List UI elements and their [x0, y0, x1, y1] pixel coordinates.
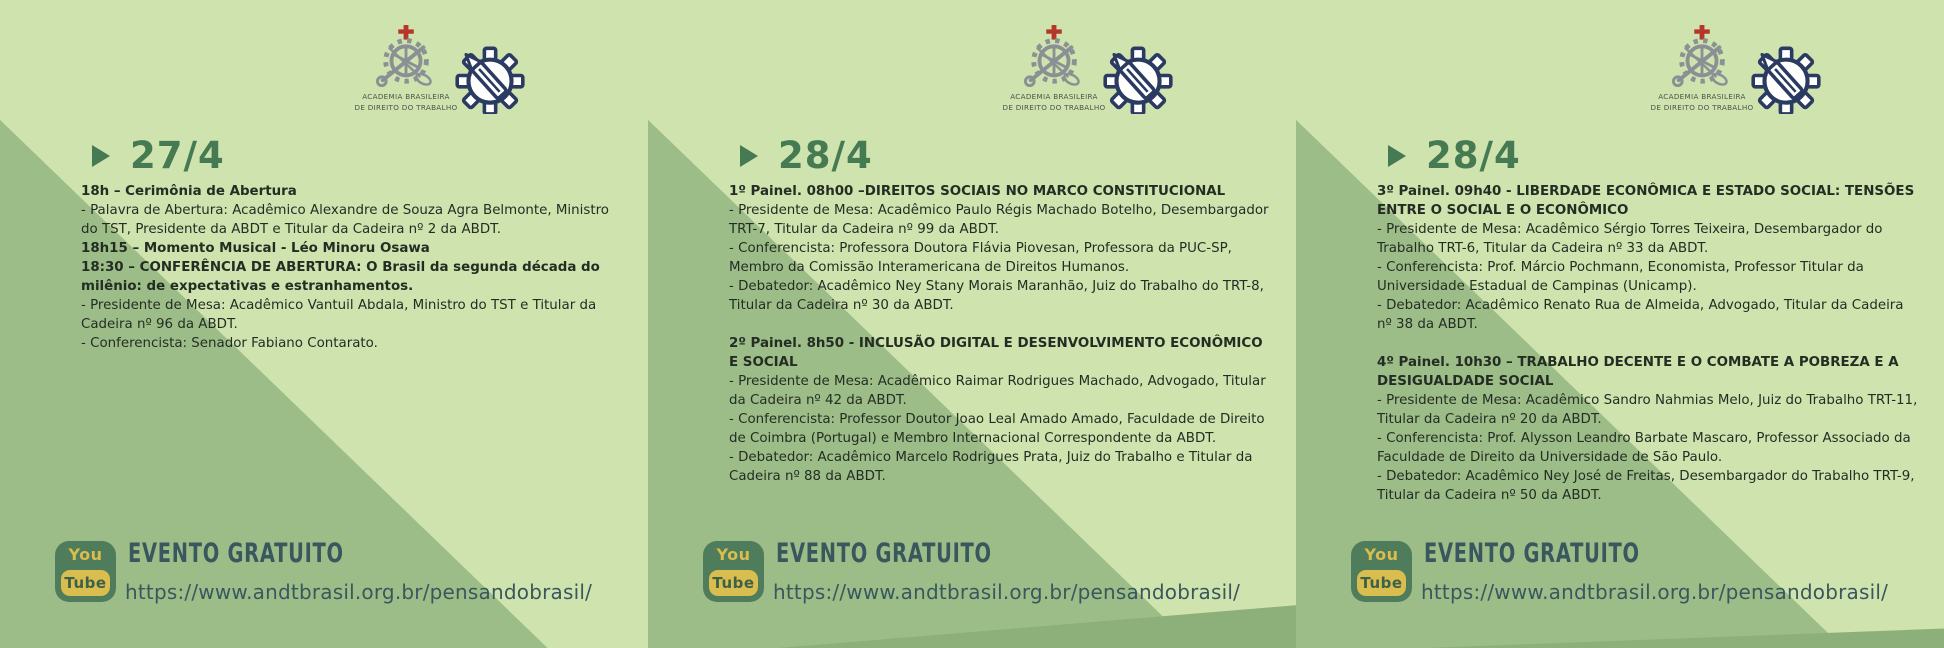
- agenda-list: [1377, 182, 1918, 505]
- logo-header: [1296, 0, 1944, 130]
- gear-wrench-scales-seal-icon: [1023, 24, 1085, 90]
- free-event-label: EVENTO GRATUITO: [128, 538, 344, 569]
- agenda-text: - Presidente de Mesa: Acadêmico Raimar Rodrigues Machado, Advogado, Titular da Cadeira nº 42 da ABDT.: [729, 374, 1266, 408]
- org-caption-line2: DE DIREITO DO TRABALHO: [1002, 103, 1106, 112]
- agenda-text: 3º Painel. 09h40 - LIBERDADE ECONÔMICA E ESTADO SOCIAL: TENSÕES ENTRE O SOCIAL E O ECONÔMICO: [1377, 184, 1915, 218]
- date-label: 27/4: [130, 134, 225, 177]
- agenda-text: - Conferencista: Professora Doutora Flávia Piovesan, Professora da PUC-SP, Membro da Comissão Interamericana de Direitos Humanos.: [729, 241, 1232, 275]
- agenda-list: [729, 182, 1270, 486]
- youtube-tube-pill: [709, 570, 758, 596]
- gear-pencil-icon: [1744, 36, 1826, 114]
- agenda-text: - Conferencista: Prof. Márcio Pochmann, Economista, Professor Titular da Universidade Estadual de Campinas (Unicamp).: [1377, 260, 1864, 294]
- agenda-text: 1º Painel. 08h00 –DIREITOS SOCIAIS NO MARCO CONSTITUCIONAL: [729, 184, 1226, 199]
- org-caption-line1: ACADEMIA BRASILEIRA: [1658, 92, 1746, 101]
- date-label: 28/4: [1426, 134, 1521, 177]
- agenda-text: 18h – Cerimônia de Abertura: [81, 184, 297, 199]
- abdt-seal-logo: [998, 24, 1110, 112]
- youtube-you-label: You: [716, 545, 751, 564]
- logo-header: [0, 0, 648, 130]
- panel-day-1: [0, 0, 648, 648]
- org-caption-line1: ACADEMIA BRASILEIRA: [1010, 92, 1098, 101]
- youtube-tube-label: Tube: [712, 574, 755, 592]
- stream-url-link[interactable]: https://www.andtbrasil.org.br/pensandobrasil/: [773, 580, 1241, 604]
- agenda-text: - Debatedor: Acadêmico Renato Rua de Almeida, Advogado, Titular da Cadeira nº 38 da ABDT.: [1377, 298, 1904, 332]
- youtube-icon[interactable]: [1351, 541, 1412, 602]
- date-header: [740, 134, 873, 177]
- gear-pencil-icon: [448, 36, 530, 114]
- org-caption-line2: DE DIREITO DO TRABALHO: [1650, 103, 1754, 112]
- panel-footer: [648, 536, 1296, 648]
- gear-wrench-scales-seal-icon: [1671, 24, 1733, 90]
- panel-footer: [1296, 536, 1944, 648]
- play-triangle-icon: [1388, 145, 1406, 167]
- free-event-label: EVENTO GRATUITO: [776, 538, 992, 569]
- stream-url-link[interactable]: https://www.andtbrasil.org.br/pensandobrasil/: [1421, 580, 1889, 604]
- free-event-label: EVENTO GRATUITO: [1424, 538, 1640, 569]
- org-caption-line2: DE DIREITO DO TRABALHO: [354, 103, 458, 112]
- agenda-text: 4º Painel. 10h30 – TRABALHO DECENTE E O COMBATE A POBREZA E A DESIGUALDADE SOCIAL: [1377, 355, 1899, 389]
- agenda-text: 18:30 – CONFERÊNCIA DE ABERTURA: O Brasil da segunda década do milênio: de expectativas e estranhamentos.: [81, 260, 600, 294]
- agenda-text: - Palavra de Abertura: Acadêmico Alexandre de Souza Agra Belmonte, Ministro do TST, Presidente da ABDT e Titular da Cadeira nº 2 da ABDT.: [81, 203, 609, 237]
- youtube-you-label: You: [68, 545, 103, 564]
- play-triangle-icon: [740, 145, 758, 167]
- agenda-text: - Debatedor: Acadêmico Ney Stany Morais Maranhão, Juiz do Trabalho do TRT-8, Titular da Cadeira nº 30 da ABDT.: [729, 279, 1264, 313]
- panel-footer: [0, 536, 648, 648]
- panel-day-2-morning: [648, 0, 1296, 648]
- youtube-tube-label: Tube: [1360, 574, 1403, 592]
- agenda-text: - Conferencista: Professor Doutor Joao Leal Amado Amado, Faculdade de Direito de Coimbra (Portugal) e Membro Internacional Correspondente da ABDT.: [729, 412, 1265, 446]
- stream-url-link[interactable]: https://www.andtbrasil.org.br/pensandobrasil/: [125, 580, 593, 604]
- agenda-text: - Presidente de Mesa: Acadêmico Sérgio Torres Teixeira, Desembargador do Trabalho TRT-6, Titular da Cadeira nº 33 da ABDT.: [1377, 222, 1883, 256]
- agenda-text: 18h15 – Momento Musical - Léo Minoru Osawa: [81, 241, 430, 256]
- agenda-text: - Presidente de Mesa: Acadêmico Paulo Régis Machado Botelho, Desembargador TRT-7, Titular da Cadeira nº 99 da ABDT.: [729, 203, 1269, 237]
- agenda-text: - Conferencista: Prof. Alysson Leandro Barbate Mascaro, Professor Associado da Faculdade de Direito da Universidade de São Paulo.: [1377, 431, 1911, 465]
- abdt-seal-logo: [350, 24, 462, 112]
- gear-pencil-icon: [1096, 36, 1178, 114]
- logo-header: [648, 0, 1296, 130]
- agenda-text: - Presidente de Mesa: Acadêmico Vantuil Abdala, Ministro do TST e Titular da Cadeira nº 96 da ABDT.: [81, 298, 597, 332]
- youtube-icon[interactable]: [55, 541, 116, 602]
- youtube-tube-pill: [61, 570, 110, 596]
- youtube-tube-pill: [1357, 570, 1406, 596]
- agenda-text: 2º Painel. 8h50 - INCLUSÃO DIGITAL E DESENVOLVIMENTO ECONÔMICO E SOCIAL: [729, 336, 1263, 370]
- date-header: [1388, 134, 1521, 177]
- play-triangle-icon: [92, 145, 110, 167]
- agenda-list: [81, 182, 622, 353]
- agenda-text: - Debatedor: Acadêmico Marcelo Rodrigues Prata, Juiz do Trabalho e Titular da Cadeira nº 88 da ABDT.: [729, 450, 1253, 484]
- youtube-icon[interactable]: [703, 541, 764, 602]
- agenda-text: - Conferencista: Senador Fabiano Contarato.: [81, 336, 378, 351]
- date-header: [92, 134, 225, 177]
- org-caption-line1: ACADEMIA BRASILEIRA: [362, 92, 450, 101]
- gear-wrench-scales-seal-icon: [375, 24, 437, 90]
- agenda-text: - Debatedor: Acadêmico Ney José de Freitas, Desembargador do Trabalho TRT-9, Titular da Cadeira nº 50 da ABDT.: [1377, 469, 1915, 503]
- youtube-tube-label: Tube: [64, 574, 107, 592]
- abdt-seal-logo: [1646, 24, 1758, 112]
- date-label: 28/4: [778, 134, 873, 177]
- panel-day-2-late-morning: [1296, 0, 1944, 648]
- youtube-you-label: You: [1364, 545, 1399, 564]
- agenda-text: - Presidente de Mesa: Acadêmico Sandro Nahmias Melo, Juiz do Trabalho TRT-11, Titular da Cadeira nº 20 da ABDT.: [1377, 393, 1918, 427]
